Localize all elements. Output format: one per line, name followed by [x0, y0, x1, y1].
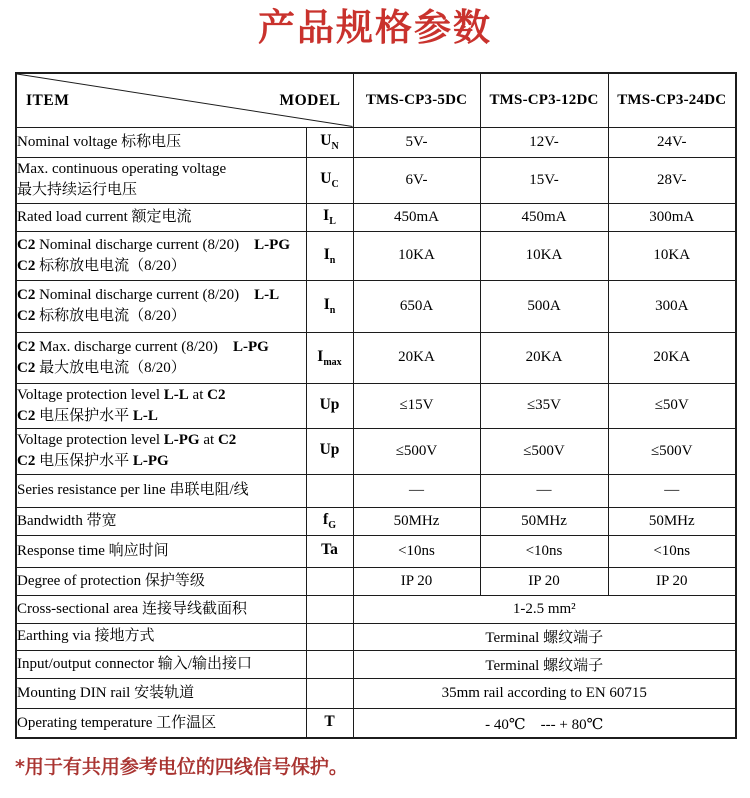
item-label-en: Voltage protection level L-PG at C2: [17, 432, 237, 449]
value-cell-span: Terminal 螺纹端子: [353, 650, 736, 678]
row-voltage-protection-level-l-l: [16, 383, 736, 428]
symbol-text: f: [323, 511, 329, 529]
row-voltage-protection-level-l-pg: [16, 428, 736, 474]
symbol-subscript: G: [328, 520, 336, 532]
symbol-subscript: n: [329, 305, 336, 317]
item-label: Earthing via 接地方式: [17, 628, 155, 645]
value-cell: ≤500V: [480, 428, 608, 474]
symbol-cell: [306, 507, 353, 535]
item-label: Operating temperature 工作温区: [17, 714, 217, 731]
item-label: Series resistance per line 串联电阻/线: [17, 482, 249, 499]
value-cell: ≤15V: [353, 383, 480, 428]
column-header-model-12dc: TMS-CP3-12DC: [480, 73, 608, 127]
row-cross-sectional-area: [16, 595, 736, 623]
row-response-time: [16, 535, 736, 567]
symbol-cell: [306, 535, 353, 567]
symbol-cell: [306, 595, 353, 623]
symbol-cell: [306, 280, 353, 332]
item-cell: [16, 157, 306, 203]
value-cell: 650A: [353, 280, 480, 332]
item-label-zh: C2 电压保护水平 L-L: [17, 407, 158, 424]
symbol-text: U: [320, 170, 332, 188]
item-label-en: C2 Nominal discharge current (8/20) L-PG: [17, 236, 291, 253]
value-cell: —: [353, 474, 480, 507]
value-cell: 15V-: [480, 157, 608, 203]
item-cell: [16, 127, 306, 157]
value-cell-span: Terminal 螺纹端子: [353, 623, 736, 650]
row-series-resistance: [16, 474, 736, 507]
value-cell: 300A: [608, 280, 736, 332]
row-earthing-via: [16, 623, 736, 650]
symbol-text: T: [324, 713, 335, 731]
column-header-model-24dc: TMS-CP3-24DC: [608, 73, 736, 127]
item-label: Input/output connector 输入/输出接口: [17, 655, 252, 672]
symbol-subscript: N: [331, 141, 339, 153]
item-label-zh: C2 最大放电电流（8/20）: [17, 359, 186, 376]
row-input-output-connector: [16, 650, 736, 678]
footnote: *用于有共用参考电位的四线信号保护。: [15, 756, 348, 779]
value-cell: 5V-: [353, 127, 480, 157]
value-cell-span: 35mm rail according to EN 60715: [353, 678, 736, 708]
value-cell-span: 1-2.5 mm²: [353, 595, 736, 623]
row-max-continuous-operating-voltage: [16, 157, 736, 203]
header-row: [16, 73, 736, 127]
value-cell: 12V-: [480, 127, 608, 157]
row-nominal-discharge-current-l-l: [16, 280, 736, 332]
item-label: Nominal voltage 标称电压: [17, 133, 182, 150]
value-cell: ≤500V: [353, 428, 480, 474]
item-cell: [16, 650, 306, 678]
symbol-cell: [306, 383, 353, 428]
column-header-model-5dc: TMS-CP3-5DC: [353, 73, 480, 127]
value-cell: IP 20: [608, 567, 736, 595]
symbol-text: I: [323, 207, 330, 225]
row-max-discharge-current-l-pg: [16, 332, 736, 383]
symbol-text: Up: [319, 441, 340, 459]
value-cell: 20KA: [353, 332, 480, 383]
row-operating-temperature: [16, 708, 736, 738]
symbol-text: Up: [319, 395, 340, 413]
value-cell: —: [608, 474, 736, 507]
item-cell: [16, 708, 306, 738]
value-cell: 6V-: [353, 157, 480, 203]
value-cell: 450mA: [480, 203, 608, 231]
item-label: Response time 响应时间: [17, 542, 169, 559]
item-label: Degree of protection 保护等级: [17, 572, 205, 589]
item-label: Bandwidth 带宽: [17, 512, 117, 529]
value-cell: 500A: [480, 280, 608, 332]
symbol-cell: [306, 567, 353, 595]
item-label-en: Voltage protection level L-L at C2: [17, 386, 226, 403]
value-cell: <10ns: [353, 535, 480, 567]
item-cell: [16, 203, 306, 231]
spec-table: [15, 72, 737, 739]
symbol-subscript: C: [331, 179, 339, 191]
symbol-cell: [306, 157, 353, 203]
symbol-cell: [306, 332, 353, 383]
symbol-text: I: [323, 245, 330, 263]
item-label-en: Max. continuous operating voltage: [17, 161, 227, 178]
row-bandwidth: [16, 507, 736, 535]
symbol-cell: [306, 623, 353, 650]
symbol-subscript: L: [329, 216, 336, 228]
item-cell: [16, 428, 306, 474]
item-cell: [16, 332, 306, 383]
symbol-cell: [306, 428, 353, 474]
item-cell: [16, 678, 306, 708]
value-cell: 10KA: [480, 231, 608, 280]
row-degree-of-protection: [16, 567, 736, 595]
item-cell: [16, 474, 306, 507]
value-cell: <10ns: [608, 535, 736, 567]
symbol-cell: [306, 127, 353, 157]
item-cell: [16, 567, 306, 595]
item-cell: [16, 623, 306, 650]
item-cell: [16, 231, 306, 280]
value-cell: 300mA: [608, 203, 736, 231]
row-nominal-voltage: [16, 127, 736, 157]
symbol-subscript: max: [323, 356, 342, 368]
value-cell: 450mA: [353, 203, 480, 231]
symbol-text: U: [320, 132, 332, 150]
value-cell: 24V-: [608, 127, 736, 157]
item-label: Cross-sectional area 连接导线截面积: [17, 600, 247, 617]
symbol-subscript: n: [329, 254, 336, 266]
item-cell: [16, 383, 306, 428]
item-cell: [16, 535, 306, 567]
item-label-zh: C2 标称放电电流（8/20）: [17, 257, 186, 274]
value-cell: 50MHz: [353, 507, 480, 535]
header-model-label: MODEL: [279, 91, 341, 109]
value-cell: —: [480, 474, 608, 507]
symbol-cell: [306, 678, 353, 708]
value-cell: 10KA: [353, 231, 480, 280]
value-cell: IP 20: [353, 567, 480, 595]
value-cell: 20KA: [608, 332, 736, 383]
item-label-en: C2 Nominal discharge current (8/20) L-L: [17, 287, 280, 304]
row-mounting-din-rail: [16, 678, 736, 708]
value-cell: 28V-: [608, 157, 736, 203]
row-rated-load-current: [16, 203, 736, 231]
page-title: 产品规格参数: [258, 6, 492, 49]
value-cell: ≤50V: [608, 383, 736, 428]
header-item-label: ITEM: [26, 91, 70, 109]
item-label-zh: C2 标称放电电流（8/20）: [17, 308, 186, 325]
symbol-cell: [306, 474, 353, 507]
symbol-text: I: [323, 296, 330, 314]
item-label-en: C2 Max. discharge current (8/20) L-PG: [17, 338, 269, 355]
value-cell: ≤500V: [608, 428, 736, 474]
symbol-text: Ta: [321, 541, 338, 559]
item-label: Mounting DIN rail 安装轨道: [17, 684, 195, 701]
item-label-zh: 最大持续运行电压: [17, 182, 138, 199]
item-label: Rated load current 额定电流: [17, 208, 192, 225]
item-cell: [16, 280, 306, 332]
value-cell: 10KA: [608, 231, 736, 280]
value-cell: IP 20: [480, 567, 608, 595]
item-cell: [16, 507, 306, 535]
row-nominal-discharge-current-l-pg: [16, 231, 736, 280]
value-cell-span: - 40℃ --- + 80℃: [353, 708, 736, 738]
value-cell: 50MHz: [480, 507, 608, 535]
value-cell: ≤35V: [480, 383, 608, 428]
symbol-cell: [306, 231, 353, 280]
value-cell: 50MHz: [608, 507, 736, 535]
symbol-cell: [306, 650, 353, 678]
header-diagonal-cell: [16, 73, 353, 127]
value-cell: <10ns: [480, 535, 608, 567]
symbol-text: I: [317, 347, 324, 365]
value-cell: 20KA: [480, 332, 608, 383]
symbol-cell: [306, 203, 353, 231]
symbol-cell: [306, 708, 353, 738]
item-cell: [16, 595, 306, 623]
item-label-zh: C2 电压保护水平 L-PG: [17, 453, 169, 470]
